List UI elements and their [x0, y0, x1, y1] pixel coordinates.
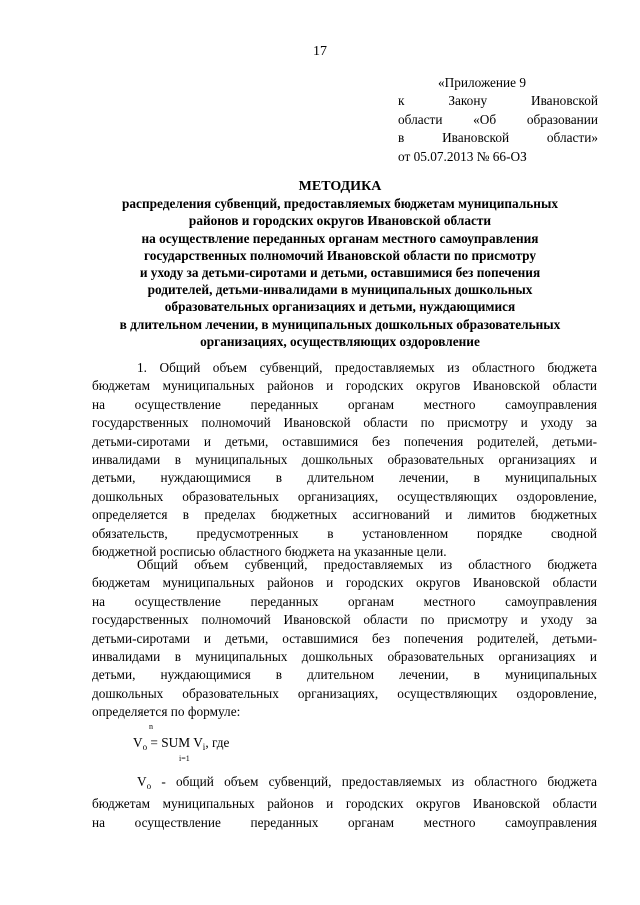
- variable-subscript: o: [146, 781, 152, 791]
- sum-lower-limit: i=1: [179, 754, 190, 763]
- paragraph-line: на осуществление переданных органам местного самоуправления: [92, 814, 597, 830]
- formula-equals: =: [147, 735, 162, 750]
- paragraph-line: бюджетам муниципальных районов и городских округов Ивановской области: [92, 378, 597, 394]
- paragraph-line: на осуществление переданных органам местного самоуправления: [92, 396, 597, 412]
- formula-sum: SUM: [161, 735, 191, 750]
- document-heading: [80, 178, 600, 350]
- paragraph-line: детьми-сиротами и детьми, оставшимися без попечения родителей, детьми-: [92, 630, 597, 646]
- paragraph-line: на осуществление переданных органам местного самоуправления: [92, 593, 597, 609]
- paragraph-line: дошкольных образовательных организациях, осуществляющих оздоровление,: [92, 488, 597, 504]
- paragraph-1: [92, 359, 597, 561]
- paragraph-line: определяется в пределах бюджетных ассигнований и лимитов бюджетных: [92, 507, 597, 523]
- formula-term-subscript: i: [202, 742, 206, 752]
- variable-symbol: V: [137, 774, 147, 789]
- heading-subtitle-line: и уходу за детьми-сиротами и детьми, оставшимися без попечения: [139, 265, 541, 281]
- heading-subtitle-line: организациях, осуществляющих оздоровление: [200, 333, 480, 349]
- sum-upper-limit: n: [149, 722, 153, 731]
- appendix-line: к Закону Ивановской: [398, 93, 598, 109]
- paragraph-line: 1. Общий объем субвенций, предоставляемых из областного бюджета: [137, 360, 597, 375]
- heading-subtitle-line: районов и городских округов Ивановской области: [188, 213, 492, 229]
- paragraph-line: государственных полномочий Ивановской области по присмотру и уходу за: [92, 612, 597, 628]
- heading-title: МЕТОДИКА: [298, 179, 382, 194]
- formula-suffix: , где: [205, 735, 230, 750]
- heading-subtitle-line: на осуществление переданных органам местного самоуправления: [141, 230, 539, 246]
- heading-subtitle-line: государственных полномочий Ивановской области по присмотру: [143, 247, 537, 263]
- appendix-reference: [398, 74, 598, 166]
- paragraph-line: Общий объем субвенций, предоставляемых из областного бюджета: [137, 557, 597, 572]
- paragraph-line: дошкольных образовательных организациях, осуществляющих оздоровление,: [92, 685, 597, 701]
- formula-lhs: V: [133, 735, 143, 750]
- heading-subtitle-line: распределения субвенций, предоставляемых бюджетам муниципальных: [122, 196, 558, 212]
- appendix-line: от 05.07.2013 № 66-ОЗ: [398, 148, 527, 164]
- heading-subtitle-line: родителей, детьми-инвалидами в муниципальных дошкольных: [147, 282, 533, 298]
- paragraph-line: инвалидами в муниципальных дошкольных образовательных организациях и: [92, 649, 597, 665]
- heading-subtitle-line: в длительном лечении, в муниципальных дошкольных образовательных: [119, 316, 561, 332]
- appendix-line: области «Об образовании: [398, 111, 598, 127]
- appendix-line: «Приложение 9: [438, 75, 526, 90]
- paragraph-line: бюджетам муниципальных районов и городских округов Ивановской области: [92, 575, 597, 591]
- paragraph-line: определяется по формуле:: [92, 704, 241, 720]
- paragraph-line: бюджетам муниципальных районов и городских округов Ивановской области: [92, 796, 597, 812]
- paragraph-line: [92, 773, 597, 795]
- formula-expression: [133, 735, 229, 752]
- paragraph-line: детьми-сиротами и детьми, оставшимися без попечения родителей, детьми-: [92, 433, 597, 449]
- paragraph-line: бюджетной росписью областного бюджета на указанные цели.: [92, 544, 447, 560]
- paragraph-line: обязательств, предусмотренных в установленном порядке сводной: [92, 525, 597, 541]
- formula-term: V: [193, 735, 203, 750]
- paragraph-line: детьми, нуждающимися в длительном лечении, в муниципальных: [92, 667, 597, 683]
- paragraph-line: детьми, нуждающимися в длительном лечении, в муниципальных: [92, 470, 597, 486]
- page-number: 17: [313, 44, 327, 59]
- paragraph-line: государственных полномочий Ивановской области по присмотру и уходу за: [92, 415, 597, 431]
- heading-subtitle-line: образовательных организациях и детьми, нуждающимися: [164, 299, 516, 315]
- paragraph-2: [92, 556, 597, 722]
- paragraph-3: [92, 773, 597, 832]
- variable-definition: - общий объем субвенций, предоставляемых из областного бюджета: [151, 774, 597, 789]
- formula-lhs-subscript: o: [142, 742, 148, 752]
- paragraph-line: инвалидами в муниципальных дошкольных образовательных организациях и: [92, 452, 597, 468]
- appendix-line: в Ивановской области»: [398, 130, 598, 146]
